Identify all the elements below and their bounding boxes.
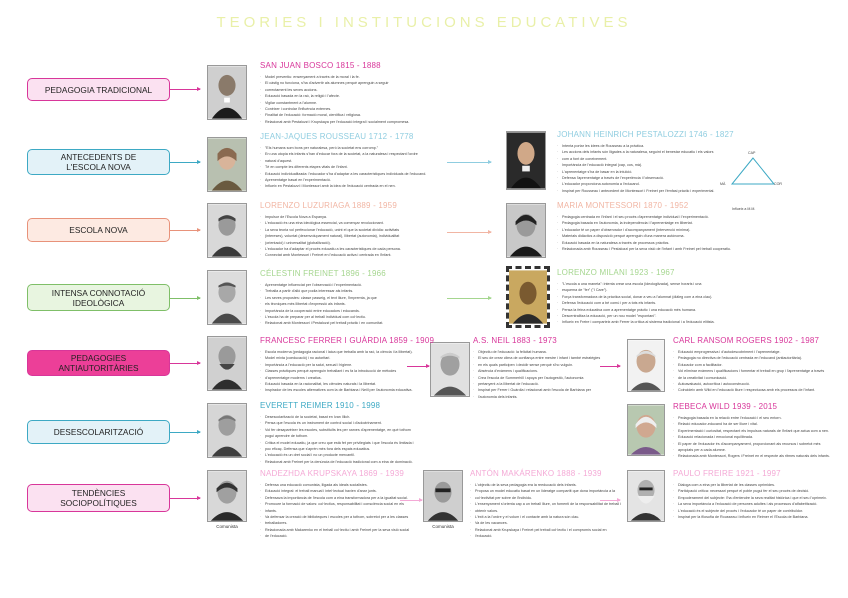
bullets-milani bbox=[557, 281, 757, 326]
bullet-item: · Autoavaluació, autocrítica i autoconstrucció. bbox=[673, 381, 833, 387]
bullets-rogers bbox=[673, 349, 833, 394]
bullets-ferrer bbox=[260, 349, 413, 394]
bullet-item: · Experimentació i curiositat, respectant els impulsos naturals de l'infant que actua com a nen. bbox=[673, 428, 833, 434]
bullet-item: · Pedagogia basada en l'autonomia, la independència i l'aprenentatge en llibertat. bbox=[557, 220, 757, 226]
name-pestalozzi: JOHANN HEINRICH PESTALOZZI 1746 - 1827 bbox=[557, 130, 734, 139]
category-intensa-connotacio bbox=[27, 284, 170, 311]
caption-krupskaya: Comunista bbox=[216, 524, 238, 529]
bullet-item: · Té en compte les diferents etapes vitals de l'infant. bbox=[260, 164, 460, 170]
bullet-item: · Influeix en Pestalozzi i Montessori amb la idea de l'educació centrada en el nen. bbox=[260, 183, 460, 189]
bullet-item: · Finalitat de l'educació: formació moral, científica i religiosa. bbox=[260, 112, 460, 118]
diagram-ma: MÀ bbox=[720, 182, 726, 186]
bullet-item: · L'educador té un paper d'observador i d'acompanyament (intervenció mínima). bbox=[557, 227, 757, 233]
bullets-wild bbox=[673, 415, 833, 460]
bullet-item: · L'objectiu de la seva pedagogia era la reeducació dels infants. bbox=[470, 482, 605, 488]
bullet-item: · L'educació és el subjecte del procés i l'educador té un paper de contribuïdor. bbox=[673, 508, 833, 514]
bullet-item: · pugui aprendre de tothom. bbox=[260, 433, 460, 439]
bullet-item: · Dialoga com a eina per la llibertat de les classes oprimides. bbox=[673, 482, 833, 488]
portrait-ferrer bbox=[207, 336, 247, 391]
bullet-item: · Pensa que l'escola és un instrument de control social i d'adoctrinament. bbox=[260, 420, 460, 426]
bullet-item: · Aprenentatge influenciat per l'observació i l'experimentació. bbox=[260, 282, 460, 288]
bullet-item: · Pensa la feina educativa com a aprenentatge pràctic i una educació més humana. bbox=[557, 307, 757, 313]
arrow bbox=[407, 366, 429, 367]
bullet-item: · L'educació és un dret social i no un producte mercantil. bbox=[260, 452, 460, 458]
bullets-krupskaya bbox=[260, 482, 410, 540]
bullet-item: · Desescolarització de la societat, basat en Ivan Illich. bbox=[260, 414, 460, 420]
category-escola-nova bbox=[27, 218, 170, 242]
bullet-item: · Pedagogia no directiva de l'educació centrada en l'educand (antiautoritària). bbox=[673, 355, 833, 361]
portrait-svg bbox=[208, 138, 246, 191]
bullet-item: · Descentralitza la educació, per un nou model "espontani". bbox=[557, 313, 757, 319]
bullet-item: · Relacionada amb Makarenko en el treball col·lectiu i amb Freinet per la seva visió social bbox=[260, 527, 410, 533]
portrait-svg bbox=[431, 343, 469, 396]
bullet-item: · La seva importància a l'educació de persones adultes i als processos d'alfabetització. bbox=[673, 501, 833, 507]
bullet-item: · Educació relacionada i emocional equilibrada. bbox=[673, 434, 833, 440]
arrow bbox=[170, 89, 200, 90]
bullet-item: · Connectat amb Montessori i Freinet en l'educació activa i centrada en l'infant. bbox=[260, 252, 460, 258]
name-wild: REBECA WILD 1939 - 2015 bbox=[673, 402, 778, 411]
bullet-item: · esquema de "fer" ("I Care"). bbox=[557, 287, 757, 293]
bullet-item: · Pedagogia basada en la relació entre l'educació i el seu entorn. bbox=[673, 415, 833, 421]
bullet-item: · Relacionada amb Rousseau i Pestalozzi per la seva visió de l'infant i amb Freinet pel treball cooperatiu. bbox=[557, 246, 757, 252]
bullet-item: · Educació basada en la racionalitat, les ciències naturals i la llibertat. bbox=[260, 381, 408, 387]
portrait-svg bbox=[507, 132, 545, 189]
bullet-item: · Va defensar la creació de biblioteques i escoles per a tothom, sobretot per a les classes bbox=[260, 514, 410, 520]
bullet-item: · Força transformadora de la pràctica social, donar a veu a l'alumnat (diàleg com a eina clau). bbox=[557, 294, 757, 300]
portrait-svg bbox=[628, 405, 664, 455]
bullet-item: · l'educació. bbox=[470, 533, 605, 539]
bullet-item: · Model mixta (coeducació) i no autoritari. bbox=[260, 355, 408, 361]
arrow bbox=[170, 498, 200, 499]
bullet-item: · els tècniques més llibertat d'expressió als infants. bbox=[260, 301, 460, 307]
bullet-item: · Relacionat amb Freinet per la denúncia de l'educació tradicional com a eina de dominació. bbox=[260, 459, 460, 465]
arrow bbox=[170, 162, 200, 163]
bullet-item: · Vol fer desaparèixer les escoles, substituïts les per xarxes d'aprenentatge, en què tothom bbox=[260, 427, 460, 433]
name-krupskaya: NADEZHDA KRUPSKAYA 1869 - 1939 bbox=[260, 469, 404, 478]
triangle-shape bbox=[732, 158, 774, 184]
bullet-item: · Absència d'exàmens i qualificacions. bbox=[473, 368, 601, 374]
bullets-montessori bbox=[557, 214, 757, 252]
bullet-item: · Conèixer i controlar l'influència externes. bbox=[260, 106, 460, 112]
name-milani: LORENZO MILANI 1923 - 1967 bbox=[557, 268, 675, 277]
bullet-item: · L'educador proporciona autonomia a l'educand. bbox=[557, 181, 707, 187]
bullet-item: · Intenta portar les idees de Rousseau a la pràctica. bbox=[557, 143, 707, 149]
bullet-item: · L'aprenentatge s'ha de basar en la intuïció. bbox=[557, 169, 707, 175]
category-tendencies-sociopolitiques bbox=[27, 484, 170, 512]
name-rousseau: JEAN-JAQUES ROUSSEAU 1712 - 1778 bbox=[260, 132, 414, 141]
bullet-item: · Proposa un model educatiu basat en un lideratge compartit que dona importància a la bbox=[470, 488, 605, 494]
bullet-item: · Importància a l'educació per la salut, sexual i higiene. bbox=[260, 362, 408, 368]
bullet-item: · de la creativitat i comunicació. bbox=[673, 375, 833, 381]
bullet-item: · Relacionat amb Krupskaya i Freinet pel treball col·lectiu i el compromís social en bbox=[470, 527, 605, 533]
portrait-svg bbox=[208, 66, 246, 119]
bullet-item: · Relacionat amb Montessori i Pestalozzi pel treball pràctic i en comunitat. bbox=[260, 320, 460, 326]
bullet-item: · Educació basada en la naturalesa a través de processos pràctics. bbox=[557, 240, 757, 246]
category-antecedents-escola-nova bbox=[27, 149, 170, 175]
bullets-freire bbox=[673, 482, 833, 520]
arrow bbox=[170, 432, 200, 433]
bullet-item: · Model preventiu: ensenyament a través de la moral i la fe. bbox=[260, 74, 460, 80]
name-montessori: MARIA MONTESSORI 1870 - 1952 bbox=[557, 201, 689, 210]
bullet-item: · d'aprenentatge moderns i creatius. bbox=[260, 375, 408, 381]
bullet-item: · Relacionada amb Montessori, Rogers i Freinet en el respecte als ritmes naturals dels infants. bbox=[673, 453, 833, 459]
category-label: ESCOLA NOVA bbox=[69, 225, 128, 235]
bullet-item: · Inspirat per Ferrer i Guàrdia i relacionat amb l'escola de Barbiana per bbox=[473, 387, 601, 393]
bullet-item: · Defensa l'aprenentatge a través de l'experiència i l'observació. bbox=[557, 175, 707, 181]
bullet-item: · Coincideix amb Wild en l'educació lliure i respectuosa amb els processos de l'infant. bbox=[673, 387, 833, 393]
category-label: TENDÈNCIES SOCIOPOLÍTIQUES bbox=[60, 488, 137, 508]
bullet-item: · Escola moderna (pedagogia racional i laica que treballa amb la raó, la ciència i la llibertat). bbox=[260, 349, 408, 355]
portrait-svg bbox=[628, 340, 664, 391]
diagram-note: Influeix a M.M. bbox=[732, 207, 756, 211]
name-bosco: SAN JUAN BOSCO 1815 - 1888 bbox=[260, 61, 381, 70]
portrait-svg bbox=[208, 271, 246, 324]
bullet-item: · Educació integral: el treball manual i intel·lectual havien d'anar junts. bbox=[260, 488, 410, 494]
bullet-item: · poc eficaç. Defensa que s'aprèn més fora dels espais educatius. bbox=[260, 446, 460, 452]
bullet-item: · L'educador ha d'adaptar el procés educatiu a les característiques de cada persona. bbox=[260, 246, 460, 252]
diagram-cor: COR bbox=[774, 182, 782, 186]
bullets-pestalozzi bbox=[557, 143, 715, 194]
bullet-item: · Educació emprogressiva i d'autodescobriment i l'aprenentatge. bbox=[673, 349, 833, 355]
page-title: TEORIES I INSTITUCIONS EDUCATIVES bbox=[216, 14, 632, 31]
bullet-item: · Defensa una educació comunista, lligada als ideals socialistes. bbox=[260, 482, 410, 488]
bullet-item: · Les seves propostes: classe passeig, el text lliure, l'impremta, ja que bbox=[260, 295, 460, 301]
category-label: ANTECEDENTS DE L'ESCOLA NOVA bbox=[60, 152, 137, 172]
portrait-makarenko bbox=[423, 470, 463, 522]
name-reimer: EVERETT REIMER 1910 - 1998 bbox=[260, 401, 381, 410]
bullets-freinet bbox=[260, 282, 460, 327]
bullet-item: · de l'educació. bbox=[260, 533, 410, 539]
portrait-svg bbox=[208, 404, 246, 457]
name-rogers: CARL RANSOM ROGERS 1902 - 1987 bbox=[673, 336, 820, 345]
bullet-item: · treballadores. bbox=[260, 520, 410, 526]
bullet-item: · En una utopia els infants s'han d'educar fora de la societat, a la naturalesa i respectant l'ordre bbox=[260, 151, 460, 157]
portrait-freinet bbox=[207, 270, 247, 325]
bullet-item: · La seva teoria vol perfeccionar l'educació, unint el que la societat dividia: activitats bbox=[260, 227, 460, 233]
category-pedagogies-antiautoritaries bbox=[27, 350, 170, 376]
bullets-neill bbox=[473, 349, 601, 400]
bullet-item: · Educador com a facilitador. bbox=[673, 362, 833, 368]
portrait-freire bbox=[627, 470, 665, 522]
bullet-item: · L'ensenyament s'orienta cap a un treball lliure, on fomenti de la responsabilitat de treball i bbox=[470, 501, 605, 507]
name-luzuriaga: LORENZO LUZURIAGA 1889 - 1959 bbox=[260, 201, 397, 210]
bullet-item: · Relacionat amb Pestalozzi i Krupskaya per l'educació integral i socialment compromesa. bbox=[260, 119, 460, 125]
bullet-item: · Critica el model educatiu, ja que creu que està fet per privilegiats i que l'escola és limitada i bbox=[260, 440, 460, 446]
bullet-item: · Vigilar constantment a l'alumne. bbox=[260, 100, 460, 106]
bullet-item: · Materials didàctics a disposició perquè aprenguin d'una manera autònoma. bbox=[557, 233, 757, 239]
bullet-item: · Aprenentatge basat en l'experimentació. bbox=[260, 177, 460, 183]
bullet-item: · natural d'aquest. bbox=[260, 158, 460, 164]
category-pedagogia-tradicional bbox=[27, 78, 170, 101]
portrait-montessori bbox=[506, 203, 546, 258]
bullet-item: · El càstig no funciona, s'ha d'advertir als alumnes perquè aprenguin a seguir bbox=[260, 80, 460, 86]
arrow bbox=[170, 298, 200, 299]
bullet-item: · El seu de crear clima de confiança entre mestre i infant i també estratègies bbox=[473, 355, 601, 361]
bullet-item: · Classes pràctiques perquè aprenguin treballant i es fa la introducció de mètodes bbox=[260, 368, 408, 374]
bullet-item: · "Els humans som bons per naturalesa, però la societat ens corromp." bbox=[260, 145, 460, 151]
bullet-item: · (intereses), voluntat (desenvolupament natural), llibertat (autonomia), individualitat bbox=[260, 233, 460, 239]
category-label: INTENSA CONNOTACIÓ IDEOLÒGICA bbox=[51, 287, 146, 308]
bullet-item: · en els quals participen i decidir sense perquè s'ho vulguin. bbox=[473, 362, 601, 368]
bullet-item: · Importància de la cooperació entre educadors i educands. bbox=[260, 308, 460, 314]
bullet-item: · "L'escola a una maneta": intenta crear una escola (ideologitzada), sense horaris i una bbox=[557, 281, 757, 287]
portrait-wild bbox=[627, 404, 665, 456]
name-neill: A.S. NEIL 1883 - 1973 bbox=[473, 336, 557, 345]
diagram-cap: CAP bbox=[748, 151, 756, 155]
portrait-rogers bbox=[627, 339, 665, 392]
name-freinet: CÉLESTIN FREINET 1896 - 1966 bbox=[260, 269, 386, 278]
bullet-item: · col·lectivitat per sobre de l'individu. bbox=[470, 495, 605, 501]
portrait-svg bbox=[208, 204, 246, 257]
bullet-item: · apropiats per a cada alumne. bbox=[673, 447, 833, 453]
bullet-item: · infants. bbox=[260, 508, 410, 514]
bullets-makarenko bbox=[470, 482, 621, 540]
name-ferrer: FRANCESC FERRER I GUÀRDIA 1859 - 1909 bbox=[260, 336, 435, 345]
bullet-item: · Defensa l'educació com a bé comú i per a tots els infants. bbox=[557, 300, 757, 306]
bullet-item: · L'èxit a la l'ordre y el volum i el contacte amb la natura són clau. bbox=[470, 514, 605, 520]
bullets-rousseau bbox=[260, 145, 460, 190]
portrait-rousseau bbox=[207, 137, 247, 192]
bullet-item: · correctament les seves accions. bbox=[260, 87, 460, 93]
name-makarenko: ANTÓN MAKÁRENKO 1888 - 1939 bbox=[470, 469, 602, 478]
portrait-svg bbox=[509, 269, 547, 325]
category-desescolaritzacio bbox=[27, 420, 170, 444]
portrait-svg bbox=[208, 471, 246, 521]
bullet-item: · Empoderament del subjecte: l'ha d'entendre la seva realitat històrica i que el seu l'oprimeix. bbox=[673, 495, 833, 501]
bullet-item: · L'escola ha de preparar per al treball individual com col·lectiu. bbox=[260, 314, 460, 320]
bullet-item: · l'autonomia dels infants. bbox=[473, 394, 601, 400]
bullet-item: · Impulsor de l'Escola Nova a Espanya. bbox=[260, 214, 460, 220]
portrait-svg bbox=[507, 204, 545, 257]
bullet-item: · Va de les vacances. bbox=[470, 520, 605, 526]
bullet-item: · Inspirat per la filosofia de Rousseau i influeix en Reimer el l'Escola de Barbiana. bbox=[673, 514, 833, 520]
arrow bbox=[600, 366, 620, 367]
bullet-item: · Les accions dels infants són lligades a la naturalesa, seguint el benestar educatiu i els valors bbox=[557, 149, 707, 155]
portrait-luzuriaga bbox=[207, 203, 247, 258]
name-freire: PAULO FREIRE 1921 - 1997 bbox=[673, 469, 781, 478]
portrait-milani bbox=[506, 266, 550, 328]
bullet-item: · Promoure la formació de valors: col·lectius, responsabilitat i consciència social en els bbox=[260, 501, 410, 507]
category-label: PEDAGOGIA TRADICIONAL bbox=[44, 84, 153, 95]
portrait-reimer bbox=[207, 403, 247, 458]
portrait-svg bbox=[424, 471, 462, 521]
bullet-item: · Importància de l'educació integral (cap, cos, mà). bbox=[557, 162, 707, 168]
portrait-svg bbox=[208, 337, 246, 390]
arrow bbox=[170, 363, 200, 364]
bullet-item: · Vol eliminar exàmens i qualificacions i fomentar el treball en grup i l'aprenentatge a través bbox=[673, 368, 833, 374]
bullet-item: · pertanyent a la llibertat de l'educació. bbox=[473, 381, 601, 387]
bullet-item: · Defensava la importància de l'escola com a eina transformadora per a la igualtat social. bbox=[260, 495, 410, 501]
bullet-item: · Relació educador-educand ha de ser lliure i vital. bbox=[673, 421, 833, 427]
bullet-item: · Inspirador de les escoles alternatives com la de Barbiana i Neill per l'autonomia educativa. bbox=[260, 387, 408, 393]
bullet-item: · Objectiu de l'educació: la felicitat humana. bbox=[473, 349, 601, 355]
bullet-item: · Crea l'escola de Summerhill i apoya per l'autogestió, l'autonomia bbox=[473, 375, 601, 381]
bullet-item: · Pedagogia centrada en l'infant i el seu procés d'aprenentatge individual i l'experimentació. bbox=[557, 214, 757, 220]
bullet-item: · obtenir valors. bbox=[470, 508, 605, 514]
portrait-neill bbox=[430, 342, 470, 397]
category-label: DESESCOLARITZACIÓ bbox=[53, 427, 144, 437]
bullet-item: · com a font de coneixement. bbox=[557, 156, 707, 162]
bullet-item: · Inspirat per Rousseau i antecedent de Montessori i Freinet per l'èmfasi pràctic i experimental. bbox=[557, 188, 707, 194]
category-label: PEDAGOGIES ANTIAUTORITÀRIES bbox=[58, 353, 139, 373]
portrait-pestalozzi bbox=[506, 131, 546, 190]
arrow bbox=[170, 230, 200, 231]
bullet-item: · Influeix en Freire i comparteix amb Ferrer la crítica al sistema tradicional i a l'educació elitista. bbox=[557, 319, 757, 325]
portrait-svg bbox=[628, 471, 664, 521]
portrait-krupskaya bbox=[207, 470, 247, 522]
caption-makarenko: Comunista bbox=[432, 524, 454, 529]
portrait-bosco bbox=[207, 65, 247, 120]
bullet-item: · Participació crítica: necessari perquè el poble pugui fer el seu procés de decisió. bbox=[673, 488, 833, 494]
bullets-reimer bbox=[260, 414, 460, 465]
bullets-bosco bbox=[260, 74, 460, 125]
bullets-luzuriaga bbox=[260, 214, 460, 259]
bullet-item: · L'educació és una eina ideològica essencial, va començar revolucionant. bbox=[260, 220, 460, 226]
bullet-item: · (orientació) i universalitat (globalització). bbox=[260, 240, 460, 246]
bullet-item: · Educació basada en la raó, la religió i l'afecte. bbox=[260, 93, 460, 99]
bullet-item: · El paper de l'educador és d'acompanyament, proporcionant als recursos i sobretot més bbox=[673, 441, 833, 447]
bullet-item: · Educació individualitzada: l'educador s'ha d'adaptar a les característiques individuals de l'educand. bbox=[260, 171, 460, 177]
bullet-item: · Treballa a partir d'allò que podia interessar als infants. bbox=[260, 288, 460, 294]
